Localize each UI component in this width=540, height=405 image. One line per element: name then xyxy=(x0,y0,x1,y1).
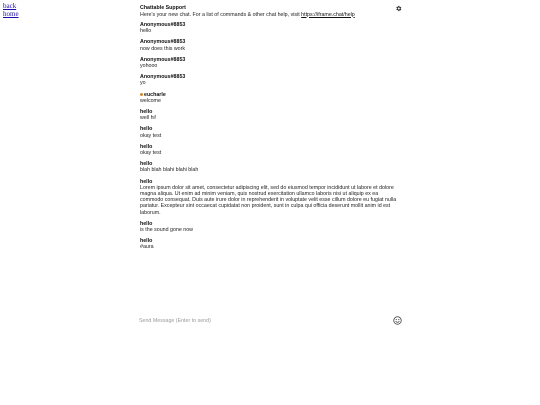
message-item xyxy=(140,74,402,86)
message-item xyxy=(140,238,402,250)
online-dot-icon xyxy=(140,93,143,96)
chat-subtitle xyxy=(140,12,402,19)
message-item xyxy=(140,39,402,51)
chat-panel xyxy=(140,5,402,256)
message-text: Lorem ipsum dolor sit amet, consectetur adipiscing elit, sed do eiusmod tempor incididunt ut labore et dolore magna aliqua. Ut enim ad minim veniam, quis nostrud exercitation ullamco laboris nisi ut aliquip ex ea commodo consequat. Duis aute irure dolor in reprehenderit in voluptate velit esse cillum dolore eu fugiat nulla pariatur. Excepteur sint occaecat cupidatat non proident, sunt in culpa qui officia deserunt mollit anim id est laborum. xyxy=(140,184,397,216)
message-item xyxy=(140,221,402,233)
message-list xyxy=(140,22,402,251)
chat-title: Chattable Support xyxy=(140,5,186,11)
gear-icon[interactable] xyxy=(395,5,402,12)
message-text: is the sound gone now xyxy=(140,227,194,234)
help-link[interactable]: https://iframe.chat/help xyxy=(301,11,355,18)
message-composer xyxy=(139,316,402,328)
message-text: well hi! xyxy=(140,115,157,122)
message-text: welcome xyxy=(140,97,161,104)
home-link[interactable]: home xyxy=(3,9,19,18)
back-link[interactable]: back xyxy=(3,2,17,10)
message-text: yohooo xyxy=(140,63,158,70)
subtitle-text: Here's your new chat. For a list of commands & other chat help, visit xyxy=(140,11,302,18)
message-text: #aura xyxy=(140,244,154,251)
message-author-name: Anonymous#8853 xyxy=(140,74,186,81)
message-author-name: Anonymous#8853 xyxy=(140,22,186,28)
message-text: blah blah blahi blahi blah xyxy=(140,167,199,174)
message-item xyxy=(140,92,402,104)
message-author-name: hello xyxy=(140,126,153,133)
message-author-name: hello xyxy=(140,220,153,227)
message-item xyxy=(140,144,402,156)
message-item xyxy=(140,126,402,138)
message-item xyxy=(140,109,402,121)
message-author-name: hello xyxy=(140,178,153,185)
chat-header xyxy=(140,5,402,18)
message-text: okay test xyxy=(140,150,162,157)
message-author-name: hello xyxy=(140,109,153,116)
message-item xyxy=(140,57,402,69)
message-item xyxy=(140,179,402,216)
message-text: now does this work xyxy=(140,45,186,52)
message-author-name: hello xyxy=(140,161,153,168)
emoji-icon[interactable] xyxy=(393,316,402,325)
message-author-name: Anonymous#8853 xyxy=(140,56,186,63)
message-author-name: Anonymous#8853 xyxy=(140,39,186,46)
message-text: hello xyxy=(140,28,152,35)
message-author-name: hello xyxy=(140,238,153,245)
message-author-name: hello xyxy=(140,143,153,150)
message-item xyxy=(140,161,402,173)
nav-links xyxy=(3,3,19,18)
message-item xyxy=(140,22,402,34)
message-input[interactable] xyxy=(139,316,379,326)
message-text: okay test xyxy=(140,132,162,139)
message-author-name: eucharle xyxy=(144,91,166,98)
message-text: yo xyxy=(140,80,146,87)
